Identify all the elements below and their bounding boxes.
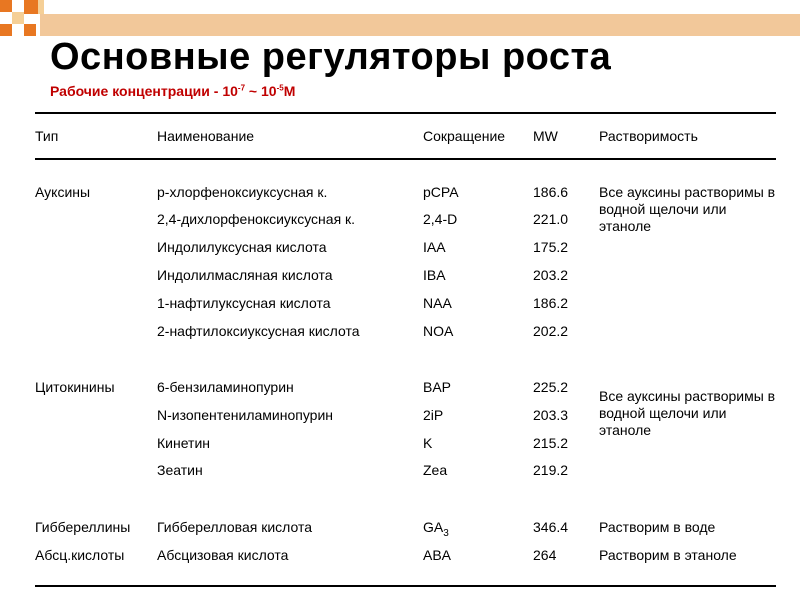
row-abbr: $GA_3$ <box>423 519 449 539</box>
row-mw: 186.2 <box>533 295 569 311</box>
group-solubility: Все ауксины растворимы в водной щелочи или этаноле <box>599 388 776 438</box>
corner-square-6 <box>24 24 36 36</box>
header-bar <box>40 14 800 36</box>
corner-square-1 <box>0 0 12 12</box>
subtitle: Рабочие концентрации - $10^{-7}$ ~ $10^{-5}M$ <box>50 83 296 99</box>
row-mw: 221.0 <box>533 211 569 227</box>
row-mw: 215.2 <box>533 435 569 451</box>
row-mw: 186.6 <box>533 184 569 200</box>
row-abbr: 2iP <box>423 407 444 423</box>
corner-square-4 <box>0 24 12 36</box>
page-title: Основные регуляторы роста <box>50 36 612 78</box>
row-abbr: IAA <box>423 239 446 255</box>
corner-square-5 <box>38 0 44 14</box>
row-name: 2-нафтилоксиуксусная кислота <box>157 323 360 339</box>
header-solubility: Растворимость <box>599 128 698 144</box>
row-abbr: ABA <box>423 547 452 563</box>
row-name: N-изопентениламинопурин <box>157 407 334 423</box>
group-solubility: Растворим в воде <box>599 519 716 535</box>
header-abbr: Сокращение <box>423 128 506 144</box>
row-mw: 203.2 <box>533 267 569 283</box>
group-type: Гиббереллины <box>35 519 131 535</box>
row-abbr: BAP <box>423 379 452 395</box>
row-abbr: pCPA <box>423 184 459 200</box>
row-abbr: NAA <box>423 295 452 311</box>
row-mw: 225.2 <box>533 379 569 395</box>
row-mw: 175.2 <box>533 239 569 255</box>
group-type: Цитокинины <box>35 379 115 395</box>
row-mw: 203.3 <box>533 407 569 423</box>
row-mw: 264 <box>533 547 557 563</box>
group-type: Абсц.кислоты <box>35 547 125 563</box>
row-abbr: IBA <box>423 267 446 283</box>
row-name: Абсцизовая кислота <box>157 547 289 563</box>
header-mw: MW <box>533 128 558 144</box>
row-abbr: NOA <box>423 323 454 339</box>
group-type: Ауксины <box>35 184 91 200</box>
table-bottom-rule <box>35 585 776 587</box>
header-name: Наименование <box>157 128 255 144</box>
corner-square-3 <box>12 12 24 24</box>
row-name: 6-бензиламинопурин <box>157 379 294 395</box>
row-mw: 219.2 <box>533 462 569 478</box>
row-name: Кинетин <box>157 435 210 451</box>
row-mw: 202.2 <box>533 323 569 339</box>
group-solubility: Растворим в этаноле <box>599 547 737 563</box>
row-name: Гибберелловая кислота <box>157 519 312 535</box>
corner-square-2 <box>24 0 38 14</box>
row-name: Зеатин <box>157 462 203 478</box>
group-solubility: Все ауксины растворимы в водной щелочи или этаноле <box>599 184 776 234</box>
row-name: Индолилуксусная кислота <box>157 239 327 255</box>
row-mw: 346.4 <box>533 519 569 535</box>
header-type: Тип <box>35 128 59 144</box>
table-header-rule <box>35 158 776 160</box>
row-abbr: Zea <box>423 462 448 478</box>
table-top-rule <box>35 112 776 114</box>
row-name: 2,4-дихлорфеноксиуксусная к. <box>157 211 356 227</box>
row-name: p-хлорфеноксиуксусная к. <box>157 184 328 200</box>
row-name: Индолилмасляная кислота <box>157 267 333 283</box>
row-abbr: K <box>423 435 433 451</box>
row-name: 1-нафтилуксусная кислота <box>157 295 331 311</box>
row-abbr: 2,4-D <box>423 211 458 227</box>
